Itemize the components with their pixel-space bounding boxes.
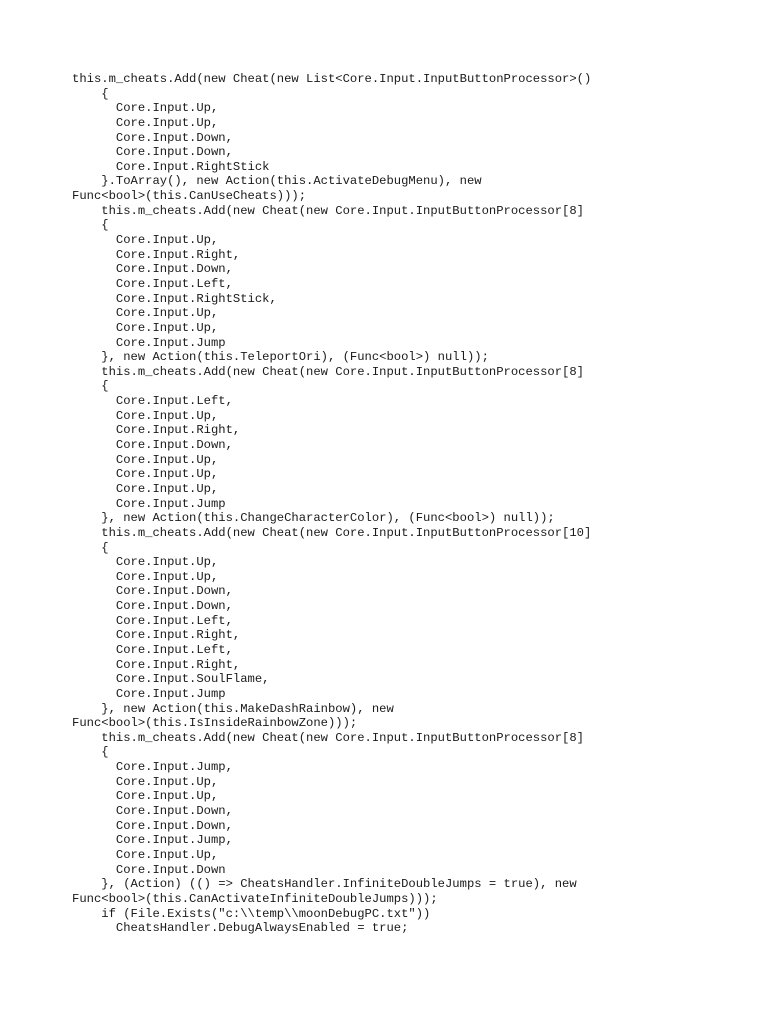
code-line: { [72, 218, 109, 233]
code-line: this.m_cheats.Add(new Cheat(new Core.Input.InputButtonProcessor[8] [72, 364, 584, 379]
code-line: Core.Input.Up, [72, 306, 219, 321]
code-line: Core.Input.Up, [72, 101, 219, 116]
code-line: Core.Input.Right, [72, 657, 241, 672]
code-line: { [72, 379, 109, 394]
code-line: Core.Input.Left, [72, 642, 233, 657]
code-line: Core.Input.Up, [72, 408, 219, 423]
code-line: Core.Input.SoulFlame, [72, 672, 270, 687]
code-line: { [72, 745, 109, 760]
code-line: Core.Input.Up, [72, 555, 219, 570]
code-line: Core.Input.Right, [72, 628, 241, 643]
code-line: Core.Input.Left, [72, 276, 233, 291]
code-line: Func<bool>(this.CanActivateInfiniteDoubleJumps))); [72, 891, 438, 906]
code-line: Core.Input.Down, [72, 262, 233, 277]
code-line: }.ToArray(), new Action(this.ActivateDebugMenu), new [72, 174, 482, 189]
code-line: Func<bool>(this.CanUseCheats))); [72, 189, 307, 204]
code-line: Core.Input.Jump [72, 496, 226, 511]
code-line: Core.Input.Down, [72, 818, 233, 833]
code-line: Core.Input.Up, [72, 789, 219, 804]
code-line: { [72, 86, 109, 101]
code-line: Core.Input.Jump, [72, 760, 233, 775]
code-line: Core.Input.Down, [72, 584, 233, 599]
code-line: }, (Action) (() => CheatsHandler.InfiniteDoubleJumps = true), new [72, 877, 577, 892]
code-line: Core.Input.Down, [72, 599, 233, 614]
code-line: Core.Input.Down, [72, 145, 233, 160]
code-line: Core.Input.Right, [72, 247, 241, 262]
code-line: Core.Input.Right, [72, 423, 241, 438]
code-line: Core.Input.Down [72, 862, 226, 877]
code-line: }, new Action(this.ChangeCharacterColor), (Func<bool>) null)); [72, 511, 555, 526]
code-line: Core.Input.Up, [72, 774, 219, 789]
code-line: { [72, 540, 109, 555]
code-line: Core.Input.Up, [72, 847, 219, 862]
code-line: if (File.Exists("c:\\temp\\moonDebugPC.txt")) [72, 906, 431, 921]
code-line: Core.Input.Up, [72, 452, 219, 467]
code-line: Core.Input.Up, [72, 115, 219, 130]
code-line: Core.Input.RightStick, [72, 291, 277, 306]
code-line: Core.Input.Jump [72, 335, 226, 350]
code-line: Core.Input.Down, [72, 438, 233, 453]
code-line: Core.Input.Left, [72, 394, 233, 409]
code-line: Func<bool>(this.IsInsideRainbowZone))); [72, 716, 358, 731]
code-line: Core.Input.Down, [72, 130, 233, 145]
code-line: this.m_cheats.Add(new Cheat(new List<Core.Input.InputButtonProcessor>() [72, 72, 592, 86]
code-line: Core.Input.Up, [72, 320, 219, 335]
code-line: Core.Input.RightStick [72, 159, 270, 174]
code-line: }, new Action(this.MakeDashRainbow), new [72, 701, 394, 716]
code-line: }, new Action(this.TeleportOri), (Func<bool>) null)); [72, 350, 489, 365]
code-line: Core.Input.Up, [72, 233, 219, 248]
code-line: Core.Input.Up, [72, 481, 219, 496]
code-line: Core.Input.Jump, [72, 833, 233, 848]
code-line: this.m_cheats.Add(new Cheat(new Core.Input.InputButtonProcessor[8] [72, 203, 584, 218]
code-line: Core.Input.Up, [72, 467, 219, 482]
code-line: this.m_cheats.Add(new Cheat(new Core.Input.InputButtonProcessor[8] [72, 730, 584, 745]
code-line: Core.Input.Down, [72, 804, 233, 819]
code-line: Core.Input.Left, [72, 613, 233, 628]
code-block [72, 72, 712, 936]
code-line: this.m_cheats.Add(new Cheat(new Core.Input.InputButtonProcessor[10] [72, 525, 592, 540]
code-line: Core.Input.Up, [72, 569, 219, 584]
code-line: CheatsHandler.DebugAlwaysEnabled = true; [72, 921, 409, 936]
code-line: Core.Input.Jump [72, 686, 226, 701]
